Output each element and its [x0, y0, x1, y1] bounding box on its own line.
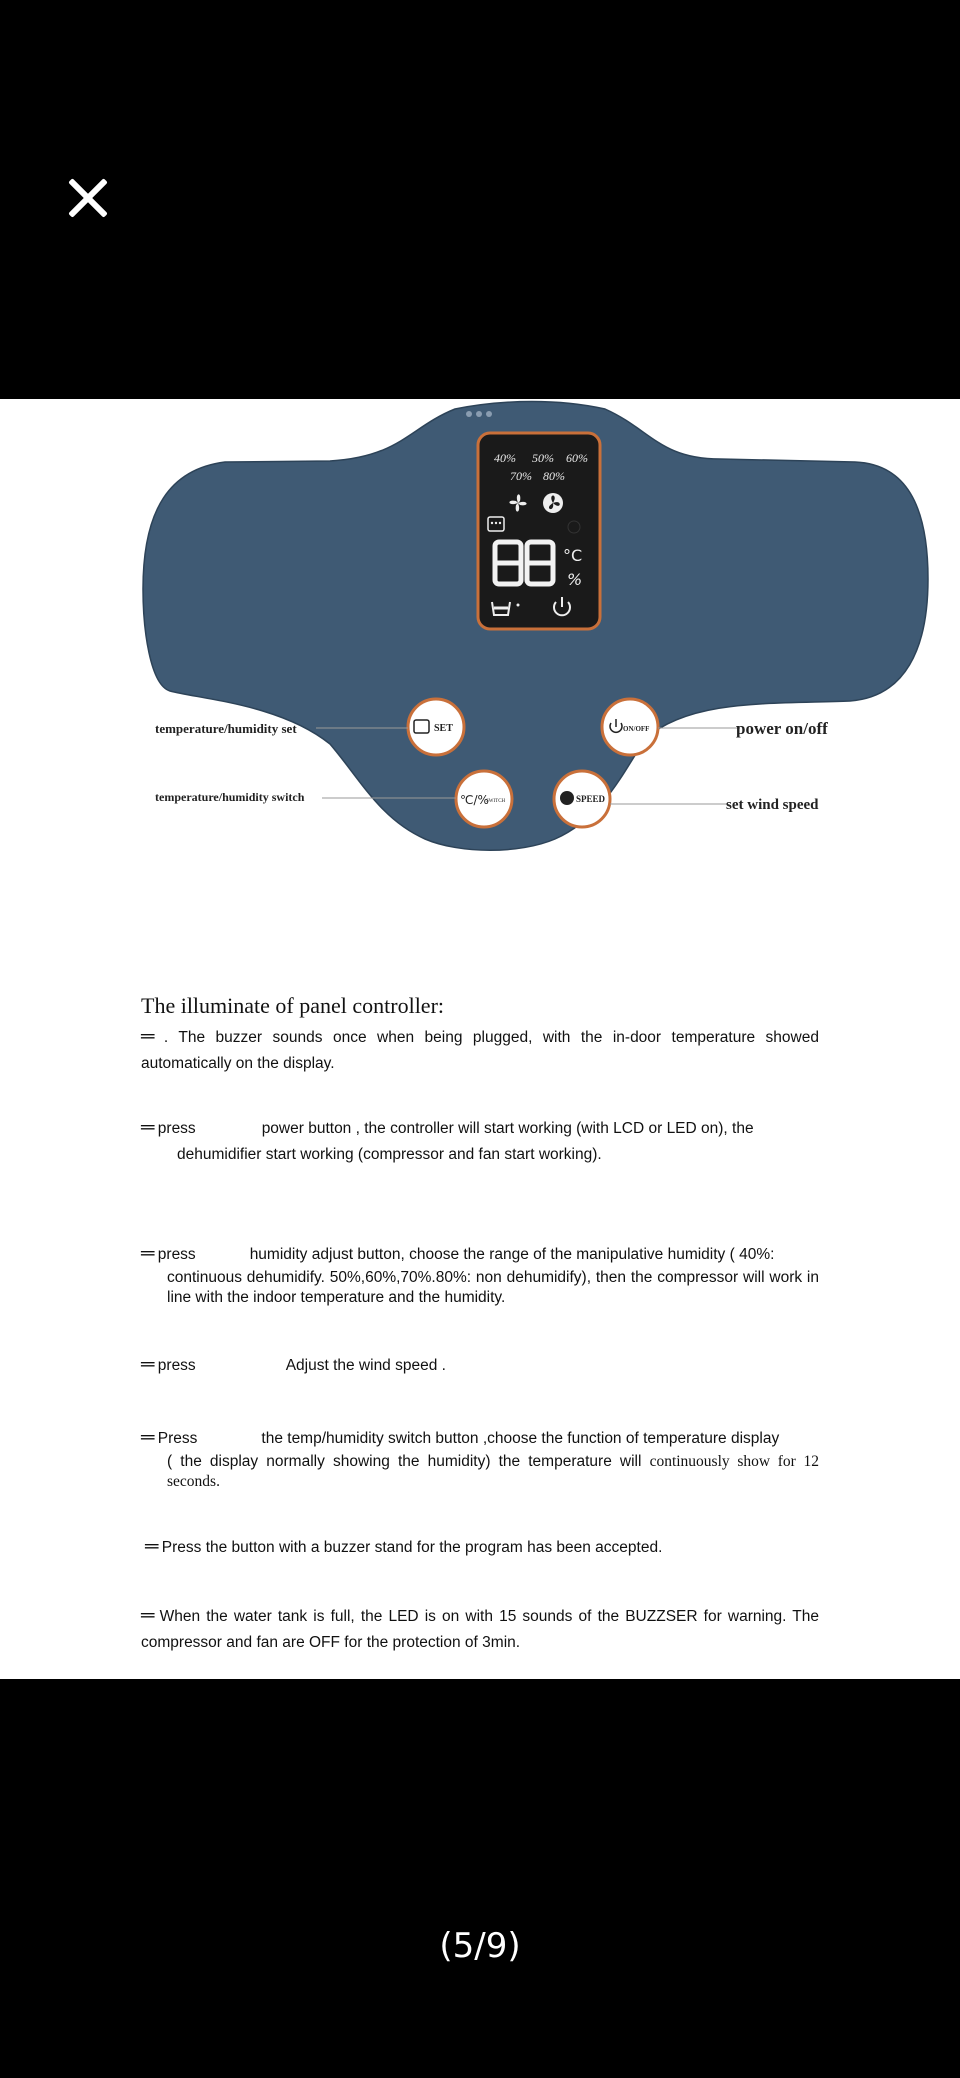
set-button[interactable]	[408, 699, 464, 755]
doc-item-3: ═ press humidity adjust button, choose the range of the manipulative humidity ( 40%: continuous dehumidify. 50%,60%,70%.80%: non dehumidify), then the compressor will work in line with the indoor temperature and the humidity.	[141, 1243, 819, 1306]
humidity-70: 70%	[510, 469, 532, 483]
humidity-40: 40%	[494, 451, 516, 465]
doc-item-2: ═ press power button , the controller will start working (with LCD or LED on), the dehumidifier start working (compressor and fan start working).	[141, 1117, 754, 1163]
onoff-button[interactable]	[602, 699, 658, 755]
svg-text:SET: SET	[434, 723, 453, 734]
callout-set-wind-speed: set wind speed	[726, 797, 819, 813]
image-page	[0, 399, 960, 1679]
close-button[interactable]	[58, 168, 118, 228]
page-indicator: (5/9)	[439, 1926, 521, 1966]
speed-button[interactable]	[554, 771, 610, 827]
switch-button[interactable]	[456, 771, 512, 827]
callout-power-onoff: power on/off	[736, 719, 828, 738]
panel-diagram	[0, 399, 960, 879]
humidity-80: 80%	[543, 469, 565, 483]
doc-item-1: ═ . The buzzer sounds once when being plugged, with the in-door temperature showed automatically on the display.	[141, 1026, 819, 1072]
humidity-60: 60%	[566, 451, 588, 465]
callout-temp-humidity-switch: temperature/humidity switch	[155, 790, 305, 804]
unit-celsius: °C	[563, 546, 583, 565]
svg-text:℃/%: ℃/%	[460, 793, 489, 807]
doc-heading: The illuminate of panel controller:	[141, 993, 445, 1018]
svg-text:ON/OFF: ON/OFF	[623, 725, 650, 733]
doc-item-7: ═ When the water tank is full, the LED is on with 15 sounds of the BUZZSER for warning. The compressor and fan are OFF for the protection of 3min.	[141, 1605, 820, 1651]
callout-temp-humidity-set: temperature/humidity set	[155, 721, 297, 736]
svg-text:SWITCH: SWITCH	[486, 799, 506, 804]
humidity-50: 50%	[532, 451, 554, 465]
doc-item-5: ═ Press the temp/humidity switch button ,choose the function of temperature display ( the display normally showing the humidity) the temperature will continuously show for 12 seconds.	[141, 1427, 819, 1490]
doc-item-6: ═ Press the button with a buzzer stand for the program has been accepted.	[145, 1536, 663, 1557]
fan-high-icon	[543, 493, 563, 513]
svg-text:SPEED: SPEED	[576, 794, 606, 804]
doc-item-4: ═ press Adjust the wind speed .	[141, 1354, 446, 1375]
unit-percent: %	[567, 570, 583, 589]
